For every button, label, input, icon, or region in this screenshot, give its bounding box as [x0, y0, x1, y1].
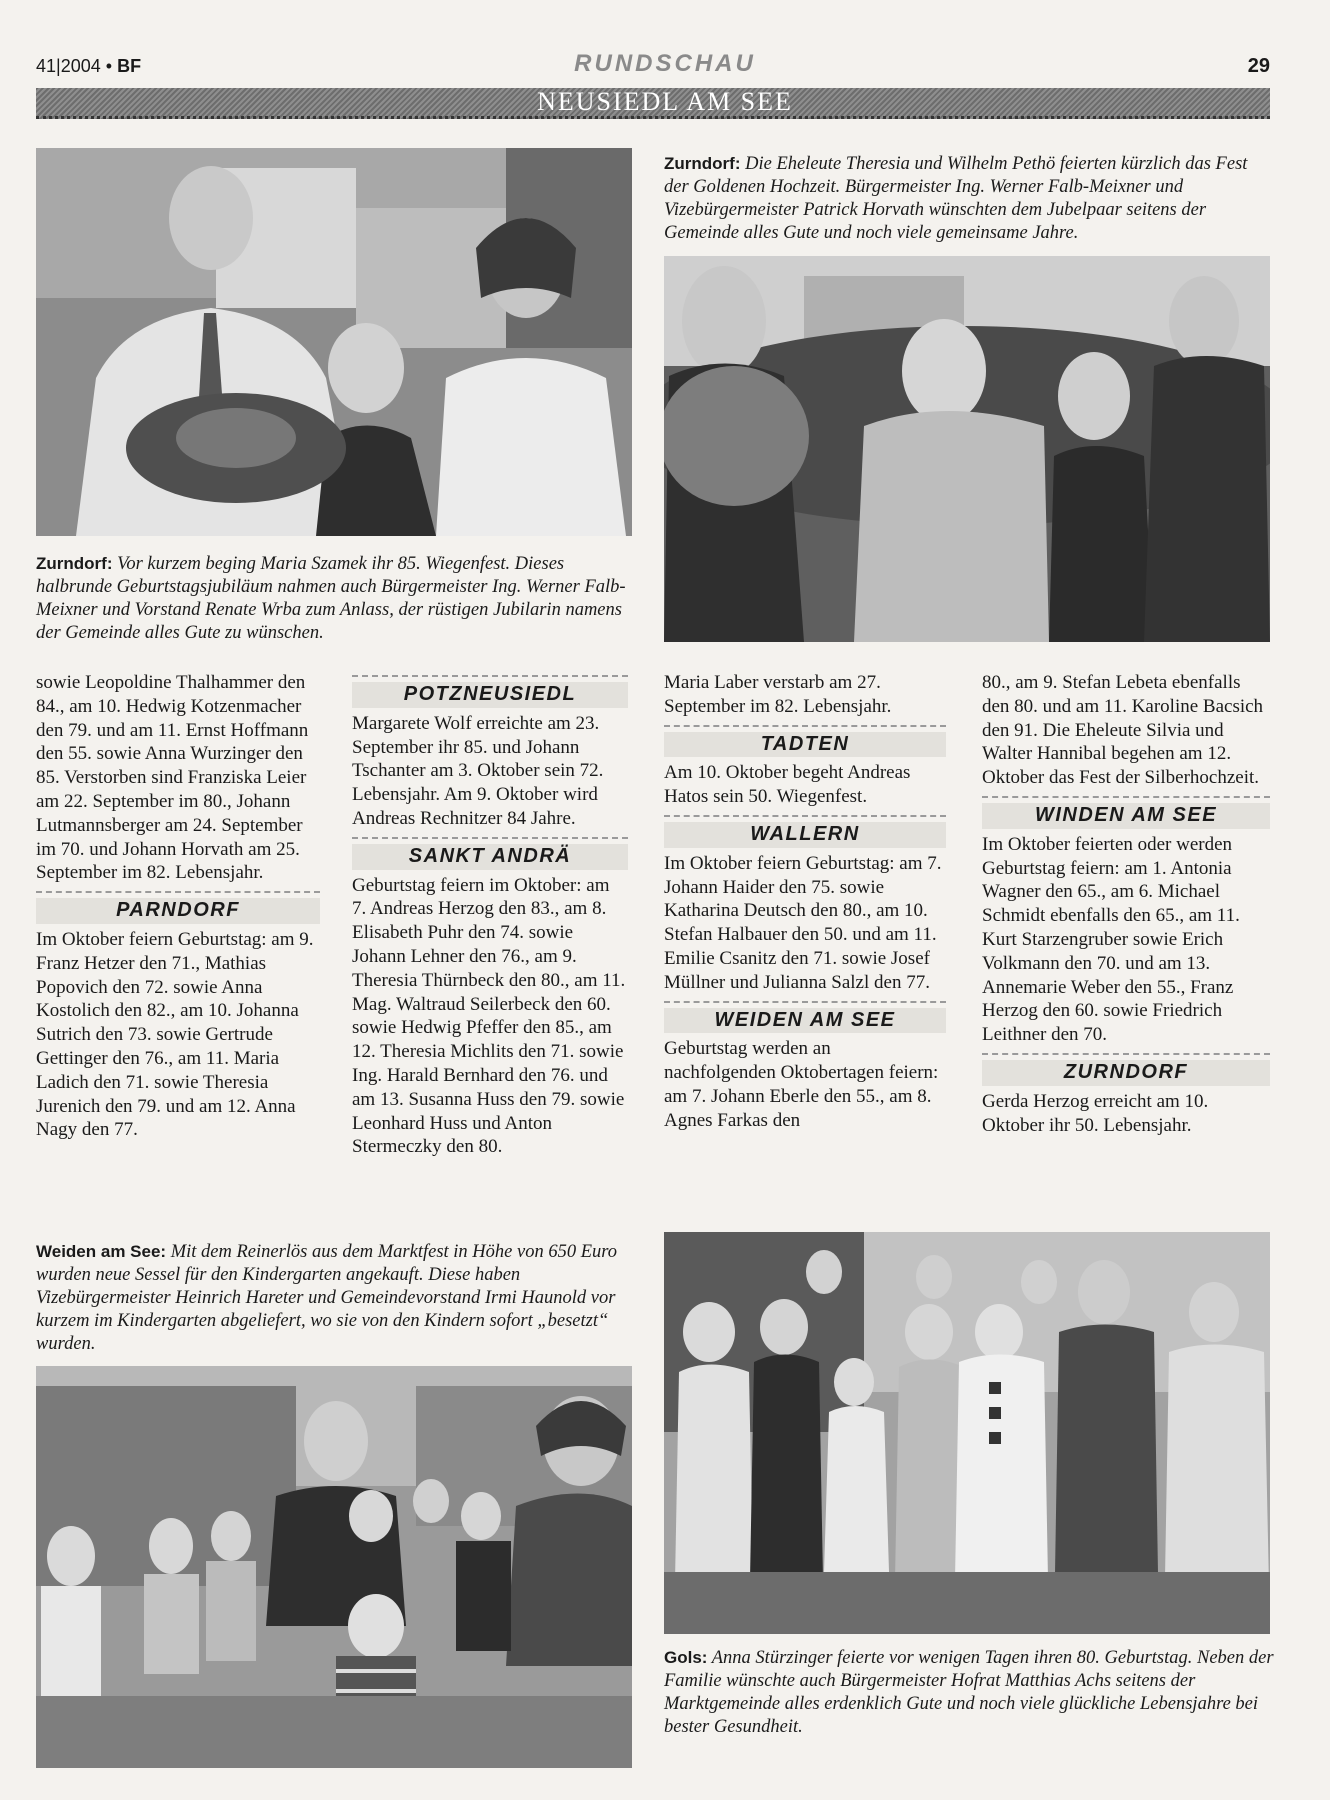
heading-winden-label: WINDEN AM SEE: [982, 803, 1270, 829]
heading-parndorf: [36, 891, 320, 924]
heading-tadten: [664, 725, 946, 758]
heading-parndorf-label: PARNDORF: [36, 898, 320, 924]
text-tadten: Am 10. Oktober begeht Andreas Hatos sein 50. Wiegenfest.: [664, 762, 911, 808]
section-title: RUNDSCHAU: [574, 50, 756, 77]
caption-text: Anna Stürzinger feierte vor wenigen Tagen ihren 80. Geburtstag. Neben der Familie wünschte auch Bürgermeister Hofrat Matthias Achs seitens der Marktgemeinde alles erdenklich Gute und noch viele glückliche Lebensjahre bei bester Gesundheit.: [664, 1648, 1274, 1737]
caption-text: Mit dem Reinerlös aus dem Marktfest in Höhe von 650 Euro wurden neue Sessel für den Kindergarten angekauft. Diese haben Vizebürgermeister Heinrich Hareter und Gemeindevorstand Irmi Haunold vor kurzem im Kindergarten abgeliefert, wo sie von den Kindern sofort „besetzt“ wurden.: [36, 1242, 618, 1354]
caption-place: Weiden am See:: [36, 1242, 167, 1261]
issue-bullet: •: [105, 56, 113, 76]
issue-number: 41|2004: [36, 56, 101, 76]
column-3: [664, 671, 946, 1133]
column-3-intro: Maria Laber verstarb am 27. September im 82. Lebensjahr.: [664, 672, 892, 717]
heading-tadten-label: TADTEN: [664, 732, 946, 758]
text-zurndorf: Gerda Herzog erreicht am 10. Oktober ihr 50. Lebensjahr.: [982, 1090, 1209, 1136]
caption-zurndorf-szamek: [36, 552, 626, 645]
heading-potzneusiedl-label: POTZNEUSIEDL: [352, 682, 628, 708]
heading-wallern: [664, 815, 946, 848]
column-2: [352, 671, 628, 1159]
heading-weiden-label: WEIDEN AM SEE: [664, 1008, 946, 1034]
paper-name: BF: [117, 56, 142, 76]
column-1-intro: sowie Leopoldine Thalhammer den 84., am 10. Hedwig Kotzenmacher den 79. und am 11. Ernst Hoffmann den 55. sowie Anna Wurzinger den 85. Verstorben sind Franziska Leier am 22. September im 80., Johann Lutmannsberger am 24. September im 70. und Johann Horvath am 25. September im 82. Lebensjahr.: [36, 672, 309, 884]
heading-winden: [982, 796, 1270, 829]
caption-place: Zurndorf:: [36, 554, 113, 573]
text-potzneusiedl: Margarete Wolf erreichte am 23. September ihr 85. und Johann Tschanter am 3. Oktober sein 72. Lebensjahr. Am 9. Oktober wird Andreas Rechnitzer 84 Jahre.: [352, 712, 604, 829]
heading-wallern-label: WALLERN: [664, 822, 946, 848]
column-4: [982, 671, 1270, 1137]
heading-zurndorf-label: ZURNDORF: [982, 1060, 1270, 1086]
text-parndorf: Im Oktober feiern Geburtstag: am 9. Franz Hetzer den 71., Mathias Popovich den 72. sowie Anna Kostolich den 82., am 10. Johanna Sutrich den 73. sowie Gertrude Gettinger den 76., am 11. Maria Ladich den 71. sowie Theresia Jurenich den 79. und am 12. Anna Nagy den 77.: [36, 928, 314, 1141]
heading-weiden: [664, 1001, 946, 1034]
caption-place: Gols:: [664, 1648, 708, 1667]
caption-zurndorf-petho: [664, 152, 1274, 245]
caption-text: Vor kurzem beging Maria Szamek ihr 85. Wiegenfest. Dieses halbrunde Geburtstagsjubiläum nahmen auch Bürgermeister Ing. Werner Falb-Meixner und Vorstand Renate Wrba zum Anlass, der rüstigen Jubilarin namens der Gemeinde alles Gute zu wünschen.: [36, 554, 626, 643]
page-number: 29: [1247, 55, 1270, 77]
photo-zurndorf-petho: [664, 256, 1270, 642]
heading-sankt-andrae: [352, 837, 628, 870]
caption-text: Die Eheleute Theresia und Wilhelm Pethö feierten kürzlich das Fest der Goldenen Hochzeit. Bürgermeister Ing. Werner Falb-Meixner und Vizebürgermeister Patrick Horvath wünschten dem Jubelpaar seitens der Gemeinde alles Gute und noch viele gemeinsame Jahre.: [664, 154, 1248, 243]
text-wallern: Im Oktober feiern Geburtstag: am 7. Johann Haider den 75. sowie Katharina Deutsch den 80., am 10. Stefan Halbauer den 50. und am 11. Emilie Csanitz den 71. sowie Josef Müllner und Julianna Salzl den 77.: [664, 852, 942, 993]
column-4-intro: 80., am 9. Stefan Lebeta ebenfalls den 80. und am 11. Karoline Bacsich den 91. Die Eheleute Silvia und Walter Hannibal begehen am 12. Oktober das Fest der Silberhochzeit.: [982, 672, 1264, 789]
caption-weiden: [36, 1240, 626, 1356]
text-sankt-andrae: Geburtstag feiern im Oktober: am 7. Andreas Herzog den 83., am 8. Elisabeth Puhr den 74. sowie Johann Lehner den 76., am 9. Theresia Thürnbeck den 80., am 11. Mag. Waltraud Seilerbeck den 60. sowie Hedwig Pfeffer den 85., am 12. Theresia Michlits den 71. sowie Ing. Harald Bernhard den 76. und am 13. Susanna Huss den 79. sowie Leonhard Huss und Anton Stermeczky den 80.: [352, 874, 626, 1158]
heading-sankt-andrae-label: SANKT ANDRÄ: [352, 844, 628, 870]
photo-weiden-kindergarten: [36, 1366, 632, 1768]
heading-potzneusiedl: [352, 675, 628, 708]
caption-place: Zurndorf:: [664, 154, 741, 173]
heading-zurndorf: [982, 1053, 1270, 1086]
photo-zurndorf-szamek: [36, 148, 632, 536]
text-weiden: Geburtstag werden an nachfolgenden Oktobertagen feiern: am 7. Johann Eberle den 55., am 8. Agnes Farkas den: [664, 1038, 939, 1131]
column-1: [36, 671, 320, 1142]
caption-gols: [664, 1646, 1274, 1739]
region-title: NEUSIEDL AM SEE: [537, 87, 793, 116]
text-winden: Im Oktober feierten oder werden Geburtstag feiern: am 1. Antonia Wagner den 65., am 6. Michael Schmidt ebenfalls den 65., am 11. Kurt Starzengruber sowie Erich Volkmann den 70. und am 13. Annemarie Weber den 55., Franz Herzog den 60. sowie Friedrich Leithner den 70.: [982, 833, 1240, 1046]
photo-gols: [664, 1232, 1270, 1634]
